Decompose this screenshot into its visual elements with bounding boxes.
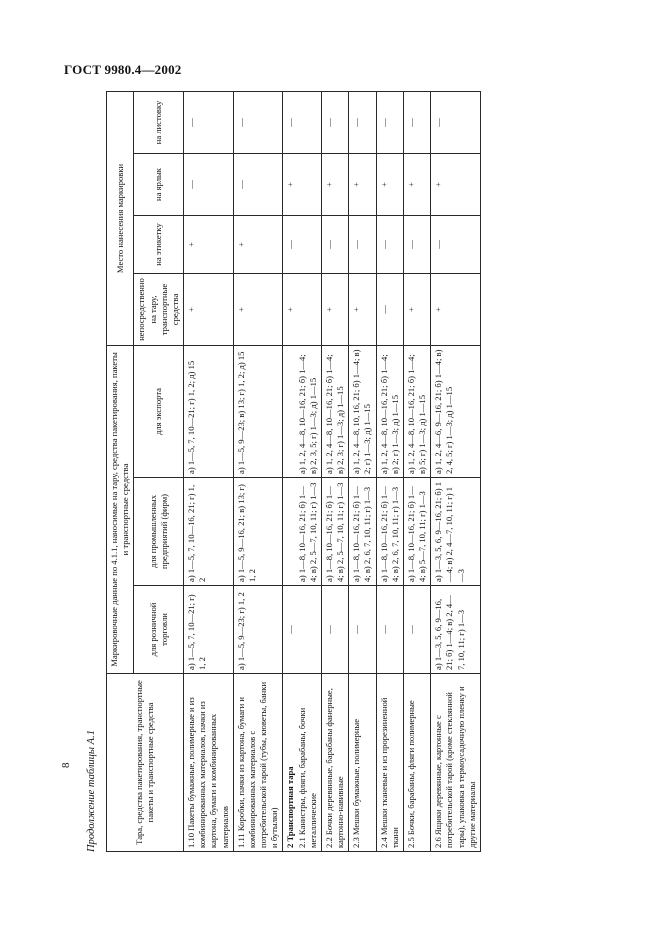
cell-sheet: — [403, 91, 430, 153]
cell-label: — [431, 215, 481, 273]
cell-direct: — [376, 273, 403, 345]
document-header: ГОСТ 9980.4—2002 [64, 62, 182, 77]
cell-tag: + [403, 153, 430, 215]
table-header-row [107, 91, 134, 851]
cell-direct: + [431, 273, 481, 345]
table-row [376, 91, 403, 851]
cell-name: 1.11 Коробки, пачки из картона, бумаги и комбинированных материалов с потребительской тарой (тубы, кюветы, банки и бутылки) [233, 674, 283, 852]
cell-name: 2.5 Бочки, барабаны, фляги полимерные [403, 674, 430, 852]
cell-name: 2.2 Бочки деревянные, барабаны фанерные, картонно-навивные [321, 674, 348, 852]
cell-tag: + [321, 153, 348, 215]
cell-direct: + [349, 273, 376, 345]
table-row [184, 91, 234, 851]
cell-tag: — [233, 153, 283, 215]
cell-direct: + [403, 273, 430, 345]
cell-name: 1.10 Пакеты бумажные, полимерные и из комбинированных материалов, пачки из картона, бумаги и комбинированных материалов [184, 674, 234, 852]
cell-label: — [283, 215, 322, 273]
header-place-group: Место нанесения маркировки [107, 91, 134, 345]
table-row [321, 91, 348, 851]
cell-label: + [184, 215, 234, 273]
cell-sheet: — [283, 91, 322, 153]
table-row [233, 91, 283, 851]
cell-industrial: а) 1—8, 10—16, 21; б) 1—4; в) 2, 6, 7, 10, 11; г) 1—3 [376, 478, 403, 586]
cell-label: — [321, 215, 348, 273]
cell-tag: + [283, 153, 322, 215]
marking-table [106, 91, 481, 852]
cell-retail: а) 1—3, 5, 6, 9—16, 21; б) 1—4; в) 2, 4—7, 10, 11; г) 1—3 [431, 586, 481, 674]
cell-label: — [349, 215, 376, 273]
cell-name [283, 674, 322, 852]
table-caption: Продолжение таблицы А.1 [86, 730, 97, 852]
cell-name: 2.3 Мешки бумажные, полимерные [349, 674, 376, 852]
cell-export: а) 1—5, 9—23; в) 13; г) 1, 2; д) 15 [233, 345, 283, 477]
cell-industrial: а) 1—8, 10—16, 21; б) 1—4; в) 5—7, 10, 11; г) 1—3 [403, 478, 430, 586]
cell-industrial: а) 1—8, 10—16, 21; б) 1—4; в) 2, 5—7, 10, 11; г) 1—3 [321, 478, 348, 586]
table-row [283, 91, 322, 851]
header-marking-group: Маркировочные данные по 4.1.1, наносимые на тару, средства пакетирования, пакеты и транспортные средства [107, 345, 134, 673]
cell-industrial: а) 1—8, 10—16, 21; б) 1—4; в) 2, 6, 7, 10, 11; г) 1—3 [349, 478, 376, 586]
cell-export: а) 1, 2, 4—6, 9—16, 21; б) 1—4; в) 2, 4, 5; г) 1—3; д) 1—15 [431, 345, 481, 477]
cell-tag: + [376, 153, 403, 215]
cell-name-text: 2.1 Канистры, фляги, барабаны, бочки металлические [296, 707, 318, 848]
cell-tag: + [431, 153, 481, 215]
cell-industrial: а) 1—8, 10—16, 21; б) 1—4; в) 2, 5—7, 10, 11; г) 1—3 [283, 478, 322, 586]
cell-retail: — [376, 586, 403, 674]
table-row [403, 91, 430, 851]
header-export: для экспорта [134, 345, 184, 477]
cell-export: а) 1, 2, 4—8, 10—16, 21; б) 1—4; в) 5; г) 1—3; д) 1—15 [403, 345, 430, 477]
cell-direct: + [233, 273, 283, 345]
table-row [431, 91, 481, 851]
cell-label: — [403, 215, 430, 273]
cell-export: а) 1, 2, 4—8, 10, 16, 21; б) 1—4; в) 2; г) 1—3; д) 1—15 [349, 345, 376, 477]
cell-direct: + [283, 273, 322, 345]
cell-retail: — [349, 586, 376, 674]
cell-industrial: а) 1—5, 7, 10—16, 21; г) 1, 2 [184, 478, 234, 586]
cell-tag: — [184, 153, 234, 215]
cell-retail: а) 1—5, 7, 10—21; г) 1, 2 [184, 586, 234, 674]
header-industrial: для промышленных предприятий (фирм) [134, 478, 184, 586]
cell-export: а) 1—5, 7, 10—21; г) 1, 2; д) 15 [184, 345, 234, 477]
page-number: 8 [60, 762, 72, 768]
cell-name: 2.6 Ящики деревянные, картонные с потребительской тарой (кроме стеклянной тары), упаковка в термоусадочную пленку и другие материалы [431, 674, 481, 852]
cell-export: а) 1, 2, 4—8, 10—16, 21; б) 1—4; в) 2, 3; г) 1—3; д) 1—15 [321, 345, 348, 477]
header-tag: на ярлык [134, 153, 184, 215]
cell-direct: + [184, 273, 234, 345]
cell-retail: — [283, 586, 322, 674]
cell-retail: — [321, 586, 348, 674]
header-sheet: на листовку [134, 91, 184, 153]
cell-name: 2.4 Мешки тканевые и из прорезиненной ткани [376, 674, 403, 852]
cell-sheet: — [184, 91, 234, 153]
cell-sheet: — [431, 91, 481, 153]
table-row [349, 91, 376, 851]
cell-sheet: — [233, 91, 283, 153]
cell-sheet: — [349, 91, 376, 153]
cell-retail: а) 1—5, 9—23; г) 1, 2 [233, 586, 283, 674]
header-type: Тара, средства пакетирования, транспортные пакеты и транспортные средства [107, 674, 184, 852]
cell-sheet: — [321, 91, 348, 153]
header-retail: для розничной торговли [134, 586, 184, 674]
cell-retail: — [403, 586, 430, 674]
header-label: на этикетку [134, 215, 184, 273]
cell-industrial: а) 1—3, 5, 6, 9—16, 21; б) 1—4; в) 2, 4—7, 10, 11; г) 1—3 [431, 478, 481, 586]
rotated-table-page [84, 92, 624, 852]
cell-export: а) 1, 2, 4—8, 10—16, 21; б) 1—4; в) 2; г) 1—3; д) 1—15 [376, 345, 403, 477]
cell-label: + [233, 215, 283, 273]
cell-label: — [376, 215, 403, 273]
cell-export: а) 1, 2, 4—8, 10—16, 21; б) 1—4; в) 2, 3, 5; г) 1—3; д) 1—15 [283, 345, 322, 477]
cell-direct: + [321, 273, 348, 345]
cell-sheet: — [376, 91, 403, 153]
cell-tag: + [349, 153, 376, 215]
cell-industrial: а) 1—5, 9—16, 21; в) 13; г) 1, 2 [233, 478, 283, 586]
section-heading: 2 Транспортная тара [285, 766, 296, 848]
header-direct: непосредственно на тару, транспортные средства [134, 273, 184, 345]
